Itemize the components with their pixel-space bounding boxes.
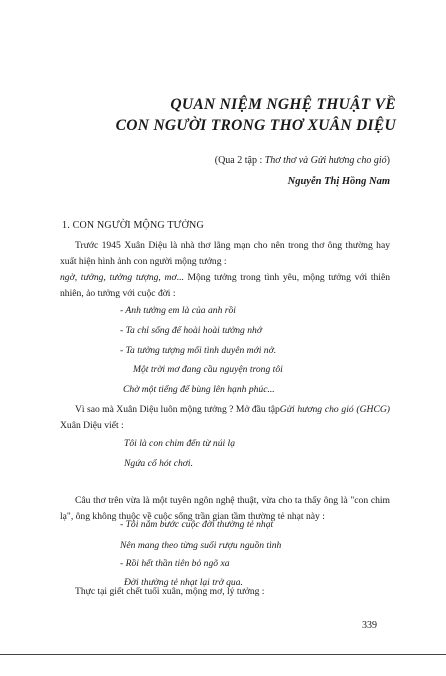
section-heading: 1. CON NGƯỜI MỘNG TƯỞNG bbox=[62, 220, 204, 231]
verse-line: - Anh tưởng em là của anh rồi bbox=[120, 305, 236, 316]
verse-line: - Tôi nắm bước cuộc đời thường tẻ nhạt bbox=[120, 519, 274, 530]
paragraph-4 bbox=[60, 584, 390, 600]
verse-line: Ngứa cổ hót chơi. bbox=[124, 458, 193, 469]
paragraph-2 bbox=[60, 402, 390, 434]
paragraph-2-lead: Vì sao mà Xuân Diệu luôn mộng tưởng ? Mở đầu tập bbox=[75, 404, 280, 415]
subtitle-suffix: ) bbox=[386, 155, 390, 166]
article-title-line-2: CON NGƯỜI TRONG THƠ XUÂN DIỆU bbox=[115, 117, 396, 134]
verse-line: Nên mang theo từng suối rượu nguồn tình bbox=[120, 540, 282, 551]
verse-line: - Ta tưởng tượng mối tình duyên mới nở. bbox=[120, 345, 277, 356]
article-title-line-1: QUAN NIỆM NGHỆ THUẬT VỀ bbox=[170, 96, 396, 113]
paragraph-1-tail: ... Mộng tưởng trong tình yêu, mộng tưởng với thiên nhiên, ảo tưởng với cuộc đời : bbox=[60, 272, 391, 299]
verse-line: - Ta chỉ sống để hoài hoài tưởng nhớ bbox=[120, 325, 262, 336]
subtitle-work: Thơ thơ và Gửi hương cho gió bbox=[264, 155, 387, 166]
author-name: Nguyễn Thị Hồng Nam bbox=[287, 176, 390, 187]
paragraph-1-lead: Trước 1945 Xuân Diệu là nhà thơ lãng mạn cho nên trong thơ ông thường hay xuất hiện hình ảnh con người mộng tưởng : bbox=[60, 240, 390, 267]
paragraph-3-text: Câu thơ trên vừa là một tuyên ngôn nghệ thuật, vừa cho ta thấy ông là "con chim lạ", ông không thuộc về cuộc sống trần gian tầm thường tẻ nhạt này : bbox=[60, 495, 390, 522]
article-subtitle bbox=[60, 155, 390, 166]
paragraph-4-text: Thực tại giết chết tuổi xuân, mộng mơ, lý tưởng : bbox=[75, 586, 265, 597]
paragraph-2-tail: Xuân Diệu viết : bbox=[60, 420, 124, 431]
verse-line: - Rồi hết thần tiên bỏ ngõ xa bbox=[120, 558, 230, 569]
paragraph-1 bbox=[60, 238, 390, 302]
paragraph-1-italic: ngờ, tưởng, tưởng tượng, mơ bbox=[60, 272, 177, 283]
verse-line: Chờ một tiếng để bùng lên hạnh phúc... bbox=[123, 384, 275, 395]
paragraph-2-italic: Gửi hương cho gió (GHCG) bbox=[279, 404, 390, 415]
verse-line: Một trời mơ đang cầu nguyện trong tôi bbox=[133, 364, 283, 375]
bottom-rule bbox=[0, 654, 446, 655]
subtitle-prefix: (Qua 2 tập : bbox=[214, 155, 265, 166]
verse-line: Tôi là con chim đến từ núi lạ bbox=[124, 438, 236, 449]
verse-line: Đời thường tẻ nhạt lại trở qua. bbox=[124, 577, 243, 588]
page-number: 339 bbox=[362, 620, 377, 631]
